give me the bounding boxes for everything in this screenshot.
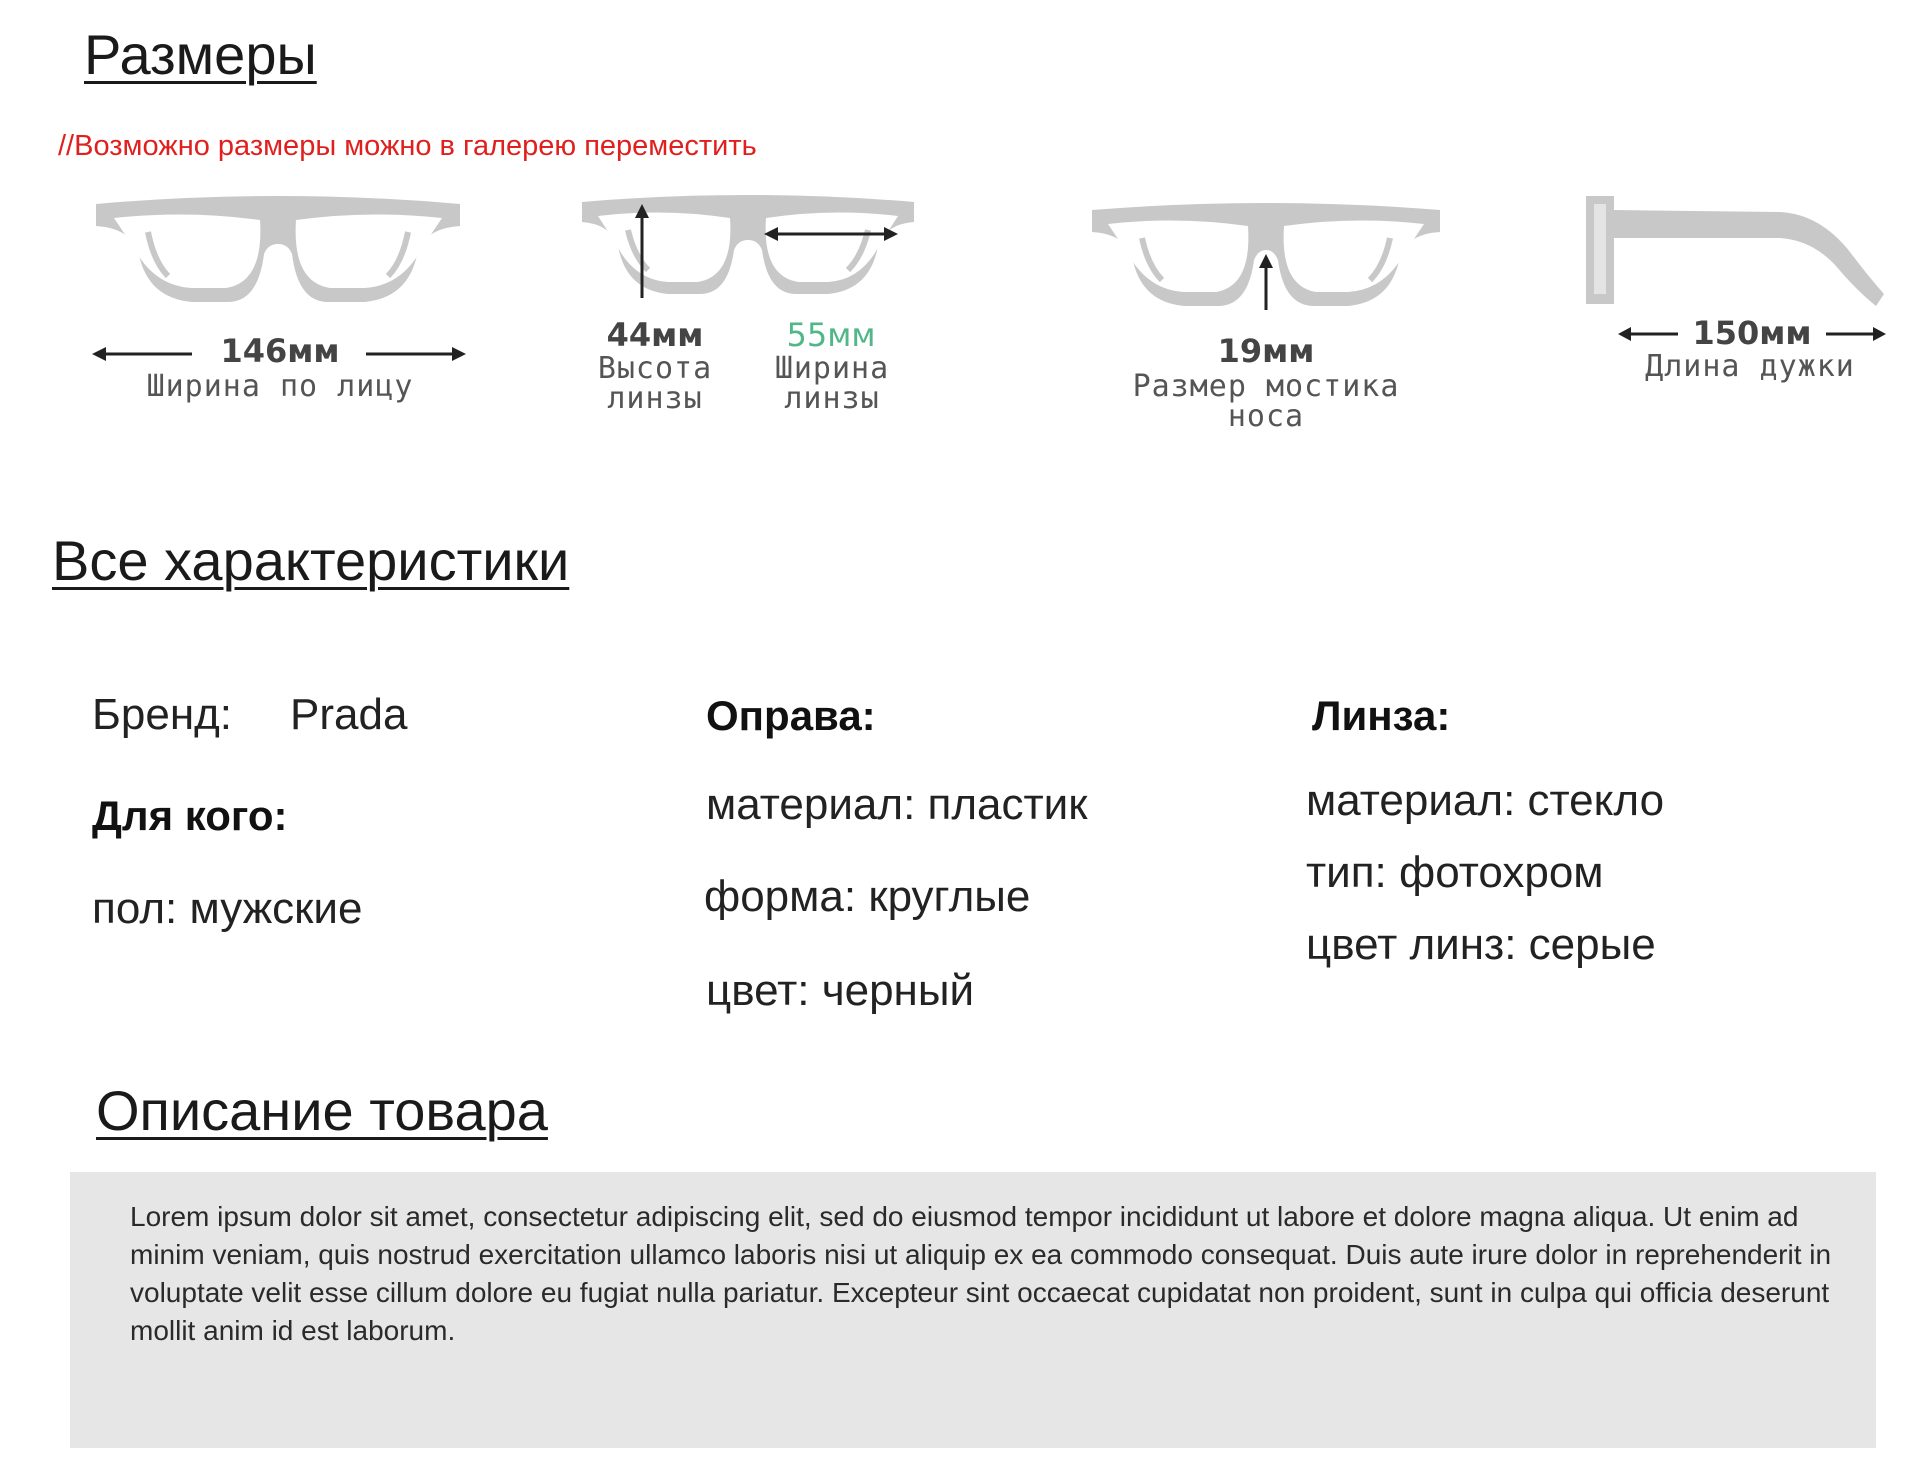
temple-value: 150мм (1692, 314, 1812, 352)
lens-height-label-line1: Высота (597, 351, 713, 386)
specs-title: Все характеристики (52, 529, 570, 592)
description-title: Описание товара (96, 1079, 548, 1142)
lens-material: материал: стекло (1306, 776, 1665, 825)
bridge-label-line1: Размер мостика (1132, 369, 1400, 404)
description-text: Lorem ipsum dolor sit amet, consectetur adipiscing elit, sed do eiusmod tempor incididunt ut labore et dolore magna aliqua. Ut enim ad minim veniam, quis nostrud exercitation ullamco laboris nisi ut aliquip ex ea commodo consequat. Duis aute irure dolor in reprehenderit in voluptate velit esse cillum dolore eu fugiat nulla pariatur. Excepteur sint occaecat cupidatat non proident, sunt in culpa qui officia deserunt mollit anim id est laborum. (130, 1201, 1832, 1346)
brand-value: Prada (290, 690, 408, 739)
gender-value: пол: мужские (92, 884, 363, 933)
temple-label: Длина дужки (1645, 349, 1855, 384)
glasses-side-icon (1580, 194, 1890, 314)
sizes-title: Размеры (84, 23, 317, 86)
frame-shape: форма: круглые (704, 872, 1031, 921)
bridge-value: 19мм (1217, 332, 1315, 370)
frame-color: цвет: черный (706, 966, 975, 1015)
glasses-front-icon (88, 190, 468, 320)
lens-width-label-line2: линзы (784, 381, 880, 416)
glasses-front-icon (578, 190, 918, 310)
for-whom-heading: Для кого: (92, 792, 288, 839)
lens-heading: Линза: (1312, 692, 1451, 739)
lens-width-label-line1: Ширина (774, 351, 890, 386)
lens-height-value: 44мм (606, 316, 704, 354)
lens-type: тип: фотохром (1306, 848, 1604, 897)
lens-width-value: 55мм (786, 316, 876, 354)
bridge-label-line2: носа (1227, 399, 1305, 434)
face-width-value: 146мм (220, 332, 340, 370)
frame-material: материал: пластик (706, 780, 1088, 829)
lens-color: цвет линз: серые (1306, 920, 1656, 969)
face-width-label: Ширина по лицу (146, 369, 414, 404)
brand-label: Бренд: (92, 690, 233, 739)
frame-heading: Оправа: (706, 692, 876, 739)
sizes-note: //Возможно размеры можно в галерею переместить (58, 130, 757, 162)
lens-height-label-line2: линзы (607, 381, 703, 416)
glasses-front-icon (1086, 198, 1446, 328)
